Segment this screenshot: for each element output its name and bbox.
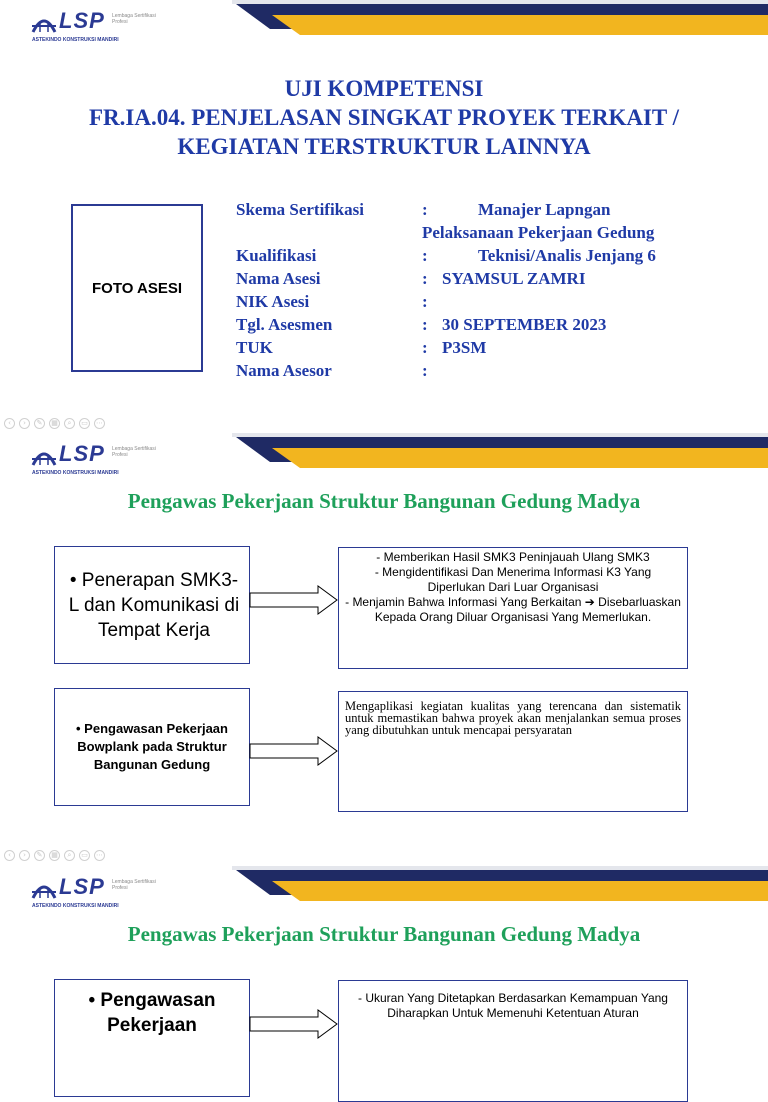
logo-org-name: ASTEKINDO KONSTRUKSI MANDIRI — [32, 37, 119, 43]
slide-title — [0, 74, 768, 161]
zoom-icon[interactable]: ⌕ — [64, 418, 75, 429]
detail-box-bowplank — [338, 691, 688, 812]
header-yellow-bar — [272, 881, 768, 901]
logo-wordmark: LSP — [59, 874, 105, 899]
slide-subtitle: Pengawas Pekerjaan Struktur Bangunan Gedung Madya — [127, 922, 641, 946]
title-line-2: FR.IA.04. PENJELASAN SINGKAT PROYEK TERKAIT / — [88, 105, 679, 130]
more-icon[interactable]: ⋯ — [96, 851, 103, 859]
info-value: 30 SEPTEMBER 2023 — [442, 315, 607, 334]
info-row-nama-asesor — [236, 359, 656, 382]
header-yellow-bar — [272, 448, 768, 468]
topic-text: • Penerapan SMK3-L dan Komunikasi di Tempat Kerja — [68, 569, 240, 641]
info-label: Nama Asesi — [236, 269, 321, 288]
subtitle-icon[interactable]: ▭ — [79, 850, 90, 861]
info-row-nik — [236, 290, 656, 313]
asesi-info-table — [236, 198, 656, 382]
info-value: Teknisi/Analis Jenjang 6 — [478, 246, 656, 265]
info-row-skema — [236, 198, 656, 221]
info-value: P3SM — [442, 338, 487, 357]
pen-icon[interactable]: ✎ — [34, 850, 45, 861]
topic-text: • Pengawasan Pekerjaan Bowplank pada Struktur Bangunan Gedung — [76, 721, 228, 772]
logo-wordmark: LSP — [59, 8, 105, 33]
bridge-logo-icon — [32, 447, 56, 467]
detail-bullet: - Menjamin Bahwa Informasi Yang Berkaitan ➔ Disebarluaskan Kepada Orang Diluar Organisasi Yang Memerlukan. — [345, 595, 681, 624]
slide-subtitle: Pengawas Pekerjaan Struktur Bangunan Gedung Madya — [127, 489, 641, 513]
title-line-3: KEGIATAN TERSTRUKTUR LAINNYA — [177, 134, 591, 159]
slide-2 — [0, 433, 768, 832]
lsp-logo — [32, 874, 156, 910]
info-label: Kualifikasi — [236, 246, 317, 265]
topic-text: • Pengawasan Pekerjaan — [88, 990, 216, 1036]
info-colon: : — [422, 315, 428, 334]
zoom-icon[interactable]: ⌕ — [64, 850, 75, 861]
info-value: Manajer Lapngan — [478, 200, 611, 219]
prev-icon[interactable]: ‹ — [4, 850, 15, 861]
info-colon: : — [422, 338, 428, 357]
info-label: TUK — [236, 338, 273, 357]
grid-icon[interactable]: ▦ — [49, 850, 60, 861]
header-band — [232, 866, 768, 870]
header-band — [232, 433, 768, 437]
arrow-right-icon — [250, 1009, 338, 1039]
logo-org-name: ASTEKINDO KONSTRUKSI MANDIRI — [32, 903, 119, 909]
logo-org-name: ASTEKINDO KONSTRUKSI MANDIRI — [32, 470, 119, 476]
arrow-right-icon — [250, 585, 338, 615]
photo-label: FOTO ASESI — [91, 279, 182, 297]
bridge-logo-icon — [32, 880, 56, 900]
topic-box-bowplank — [54, 688, 250, 806]
next-icon[interactable]: › — [19, 850, 30, 861]
info-label: Skema Sertifikasi — [236, 200, 364, 219]
detail-bullet: - Mengidentifikasi Dan Menerima Informasi K3 Yang Diperlukan Dari Luar Organisasi — [374, 565, 652, 594]
info-row-nama-asesi — [236, 267, 656, 290]
next-icon[interactable]: › — [19, 418, 30, 429]
bridge-logo-icon — [32, 14, 56, 34]
subtitle-icon[interactable]: ▭ — [79, 418, 90, 429]
header-yellow-bar — [272, 15, 768, 35]
logo-tagline: Lembaga Sertifikasi Profesi — [112, 446, 156, 458]
photo-placeholder — [71, 204, 203, 372]
logo-wordmark: LSP — [59, 441, 105, 466]
more-icon[interactable]: ⋯ — [96, 419, 103, 427]
logo-tagline: Lembaga Sertifikasi Profesi — [112, 879, 156, 891]
prev-icon[interactable]: ‹ — [4, 418, 15, 429]
lsp-logo — [32, 441, 156, 477]
slide-3 — [0, 866, 768, 1036]
grid-icon[interactable]: ▦ — [49, 418, 60, 429]
info-label: Nama Asesor — [236, 361, 332, 380]
slide-1 — [0, 0, 768, 412]
info-colon: : — [422, 269, 428, 288]
info-colon: : — [422, 361, 428, 380]
slide-toolbar-2 — [4, 850, 105, 861]
topic-box-smk3 — [54, 546, 250, 664]
info-row-kualifikasi — [236, 244, 656, 267]
info-row-tgl-asesmen — [236, 313, 656, 336]
info-value: SYAMSUL ZAMRI — [442, 269, 586, 288]
info-row-tuk — [236, 336, 656, 359]
header-band — [232, 0, 768, 4]
info-skema-continuation: Pelaksanaan Pekerjaan Gedung — [422, 223, 655, 242]
info-colon: : — [422, 246, 428, 265]
detail-box-smk3 — [338, 547, 688, 669]
pen-icon[interactable]: ✎ — [34, 418, 45, 429]
arrow-right-icon — [250, 736, 338, 766]
title-line-1: UJI KOMPETENSI — [284, 76, 484, 101]
detail-bullet: - Ukuran Yang Ditetapkan Berdasarkan Kemampuan Yang Diharapkan Untuk Memenuhi Ketentuan Aturan — [358, 991, 668, 1020]
detail-bullet: - Memberikan Hasil SMK3 Peninjauah Ulang SMK3 — [376, 550, 650, 564]
info-label: NIK Asesi — [236, 292, 310, 311]
info-colon: : — [422, 292, 428, 311]
info-colon: : — [422, 200, 428, 219]
slide-toolbar-1 — [4, 418, 105, 429]
lsp-logo — [32, 8, 156, 44]
info-label: Tgl. Asesmen — [236, 315, 333, 334]
detail-paragraph: Mengaplikasi kegiatan kualitas yang terencana dan sistematik untuk memastikan bahwa proyek akan menjalankan semua proses yang dibutuhkan untuk mencapai persyaratan — [345, 699, 681, 737]
logo-tagline: Lembaga Sertifikasi Profesi — [112, 13, 156, 25]
detail-box-pengawasan — [338, 980, 688, 1102]
topic-box-pengawasan — [54, 979, 250, 1097]
